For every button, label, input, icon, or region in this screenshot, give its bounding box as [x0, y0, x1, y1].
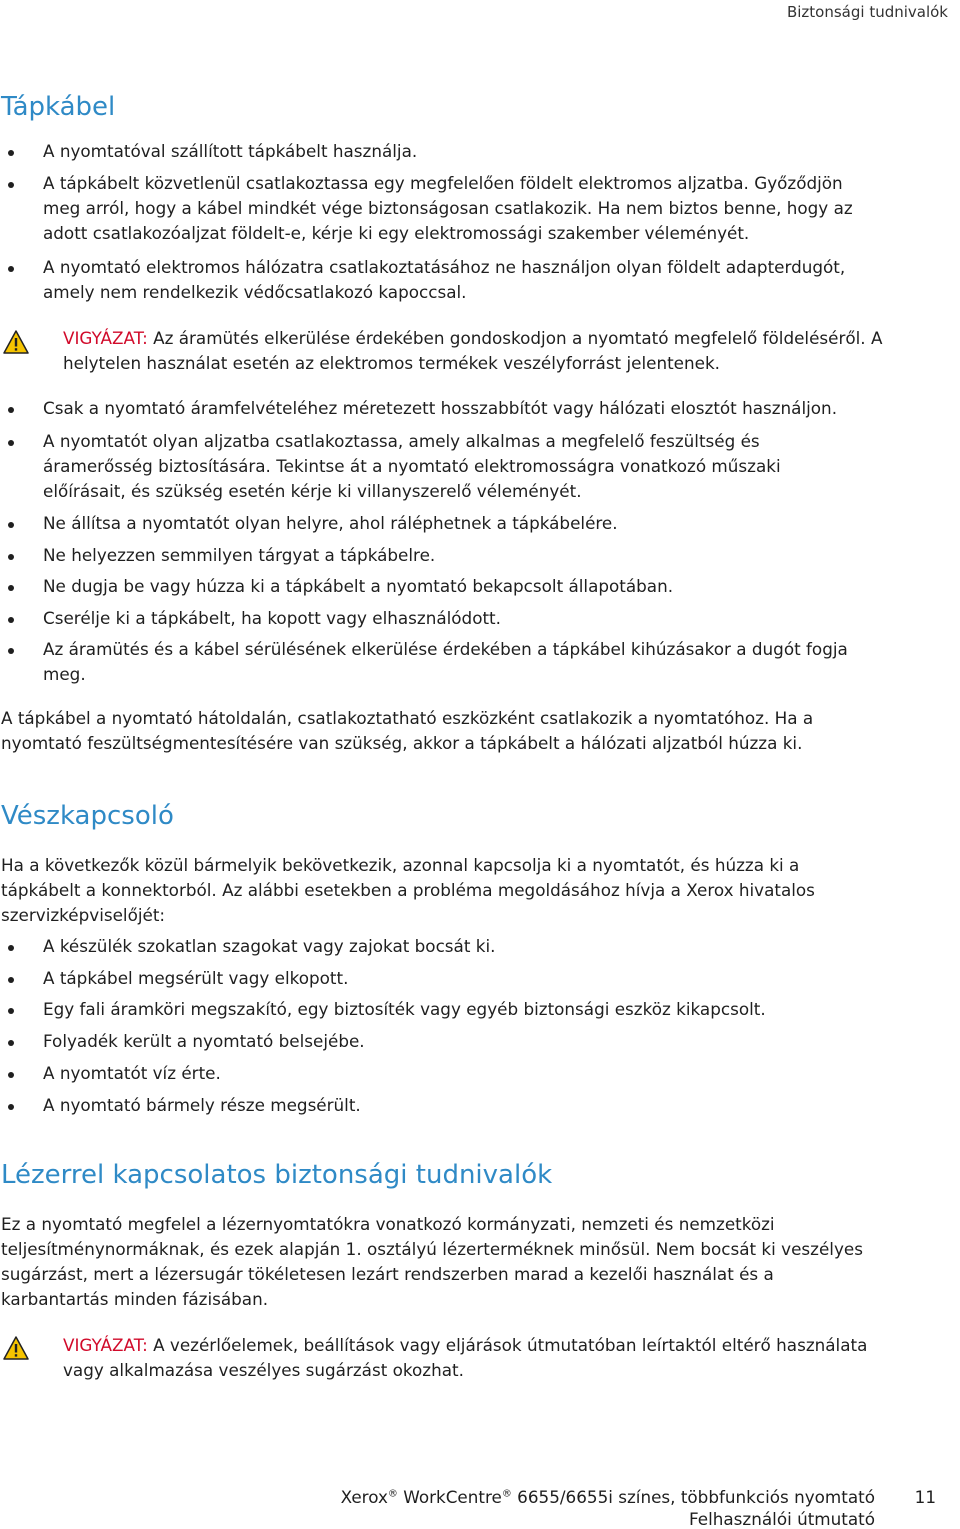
footer-guide: Felhasználói útmutató — [689, 1509, 875, 1529]
paragraph-line: nyomtató feszültségmentesítésére van szükség, akkor a tápkábelt a hálózati aljzatból húzza ki. — [1, 733, 803, 753]
section-title-laser: Lézerrel kapcsolatos biztonsági tudnivalók — [1, 1160, 553, 1190]
list-item: A tápkábel megsérült vagy elkopott. — [43, 968, 349, 988]
bullet-dot — [8, 150, 14, 156]
list-item: meg arról, hogy a kábel mindkét vége biztonságosan csatlakozik. Ha nem biztos benne, hogy az — [43, 198, 853, 218]
bullet-dot — [8, 266, 14, 272]
list-item: A nyomtatóval szállított tápkábelt használja. — [43, 141, 418, 161]
list-item: adott csatlakozóaljzat földelt-e, kérje ki egy elektromossági szakember véleményét. — [43, 223, 750, 243]
bullet-dot — [8, 1104, 14, 1110]
bullet-dot — [8, 1040, 14, 1046]
warning-triangle-icon — [3, 1336, 29, 1360]
list-item: A készülék szokatlan szagokat vagy zajokat bocsát ki. — [43, 936, 496, 956]
page-number: 11 — [914, 1487, 936, 1507]
bullet-dot — [8, 554, 14, 560]
list-item: előírásait, és szükség esetén kérje ki villanyszerelő véleményét. — [43, 481, 582, 501]
bullet-dot — [8, 945, 14, 951]
section-title-emergency: Vészkapcsoló — [1, 801, 174, 831]
bullet-dot — [8, 977, 14, 983]
bullet-dot — [8, 1072, 14, 1078]
list-item: amely nem rendelkezik védőcsatlakozó kapoccsal. — [43, 282, 467, 302]
bullet-dot — [8, 648, 14, 654]
paragraph-line: Ez a nyomtató megfelel a lézernyomtatókra vonatkozó kormányzati, nemzeti és nemzetközi — [1, 1214, 775, 1234]
warning-label: VIGYÁZAT: — [63, 328, 148, 348]
footer-product: Xerox® WorkCentre® 6655/6655i színes, többfunkciós nyomtató — [340, 1487, 875, 1507]
list-item: A nyomtató bármely része megsérült. — [43, 1095, 361, 1115]
bullet-dot — [8, 182, 14, 188]
paragraph-line: A tápkábel a nyomtató hátoldalán, csatlakoztatható eszközként csatlakozik a nyomtatóhoz. Ha a — [1, 708, 814, 728]
warning-text: VIGYÁZAT: Az áramütés elkerülése érdekében gondoskodjon a nyomtató megfelelő földeléséről. A — [63, 328, 883, 348]
list-item: Cserélje ki a tápkábelt, ha kopott vagy elhasználódott. — [43, 608, 501, 628]
paragraph-line: sugárzást, mert a lézersugár tökéletesen lezárt rendszerben marad a kezelői használat és a — [1, 1264, 774, 1284]
paragraph-line: karbantartás minden fázisában. — [1, 1289, 269, 1309]
list-item: Ne állítsa a nyomtatót olyan helyre, ahol ráléphetnek a tápkábelére. — [43, 513, 618, 533]
paragraph-line: teljesítménynormáknak, és ezek alapján 1. osztályú lézerterméknek minősül. Nem bocsát ki veszélyes — [1, 1239, 863, 1259]
bullet-dot — [8, 585, 14, 591]
bullet-dot — [8, 617, 14, 623]
list-item: Az áramütés és a kábel sérülésének elkerülése érdekében a tápkábel kihúzásakor a dugót fogja — [43, 639, 848, 659]
bullet-dot — [8, 440, 14, 446]
list-item: A nyomtató elektromos hálózatra csatlakoztatásához ne használjon olyan földelt adapterdugót, — [43, 257, 846, 277]
bullet-dot — [8, 1008, 14, 1014]
warning-label: VIGYÁZAT: — [63, 1335, 148, 1355]
warning-text: vagy alkalmazása veszélyes sugárzást okozhat. — [63, 1360, 464, 1380]
running-header: Biztonsági tudnivalók — [786, 3, 948, 21]
list-item: Egy fali áramköri megszakító, egy biztosíték vagy egyéb biztonsági eszköz kikapcsolt. — [43, 999, 766, 1019]
list-item: meg. — [43, 664, 86, 684]
warning-text: helytelen használat esetén az elektromos termékek veszélyforrást jelentenek. — [63, 353, 720, 373]
paragraph-line: Ha a következők közül bármelyik bekövetkezik, azonnal kapcsolja ki a nyomtatót, és húzza ki a — [1, 855, 800, 875]
list-item: Ne dugja be vagy húzza ki a tápkábelt a nyomtató bekapcsolt állapotában. — [43, 576, 674, 596]
bullet-dot — [8, 407, 14, 413]
section-title-power-cable: Tápkábel — [1, 92, 116, 122]
list-item: Csak a nyomtató áramfelvételéhez méretezett hosszabbítót vagy hálózati elosztót használjon. — [43, 398, 838, 418]
list-item: A tápkábelt közvetlenül csatlakoztassa egy megfelelően földelt elektromos aljzatba. Győződjön — [43, 173, 843, 193]
list-item: áramerősség biztosítására. Tekintse át a nyomtató elektromosságra vonatkozó műszaki — [43, 456, 781, 476]
warning-text: VIGYÁZAT: A vezérlőelemek, beállítások vagy eljárások útmutatóban leírtaktól eltérő használata — [63, 1335, 868, 1355]
bullet-dot — [8, 522, 14, 528]
paragraph-line: tápkábelt a konnektorból. Az alábbi esetekben a probléma megoldásához hívja a Xerox hivatalos — [1, 880, 815, 900]
warning-triangle-icon — [3, 330, 29, 354]
list-item: A nyomtatót olyan aljzatba csatlakoztassa, amely alkalmas a megfelelő feszültség és — [43, 431, 760, 451]
list-item: Ne helyezzen semmilyen tárgyat a tápkábelre. — [43, 545, 436, 565]
list-item: A nyomtatót víz érte. — [43, 1063, 221, 1083]
paragraph-line: szervizképviselőjét: — [1, 905, 166, 925]
list-item: Folyadék került a nyomtató belsejébe. — [43, 1031, 365, 1051]
